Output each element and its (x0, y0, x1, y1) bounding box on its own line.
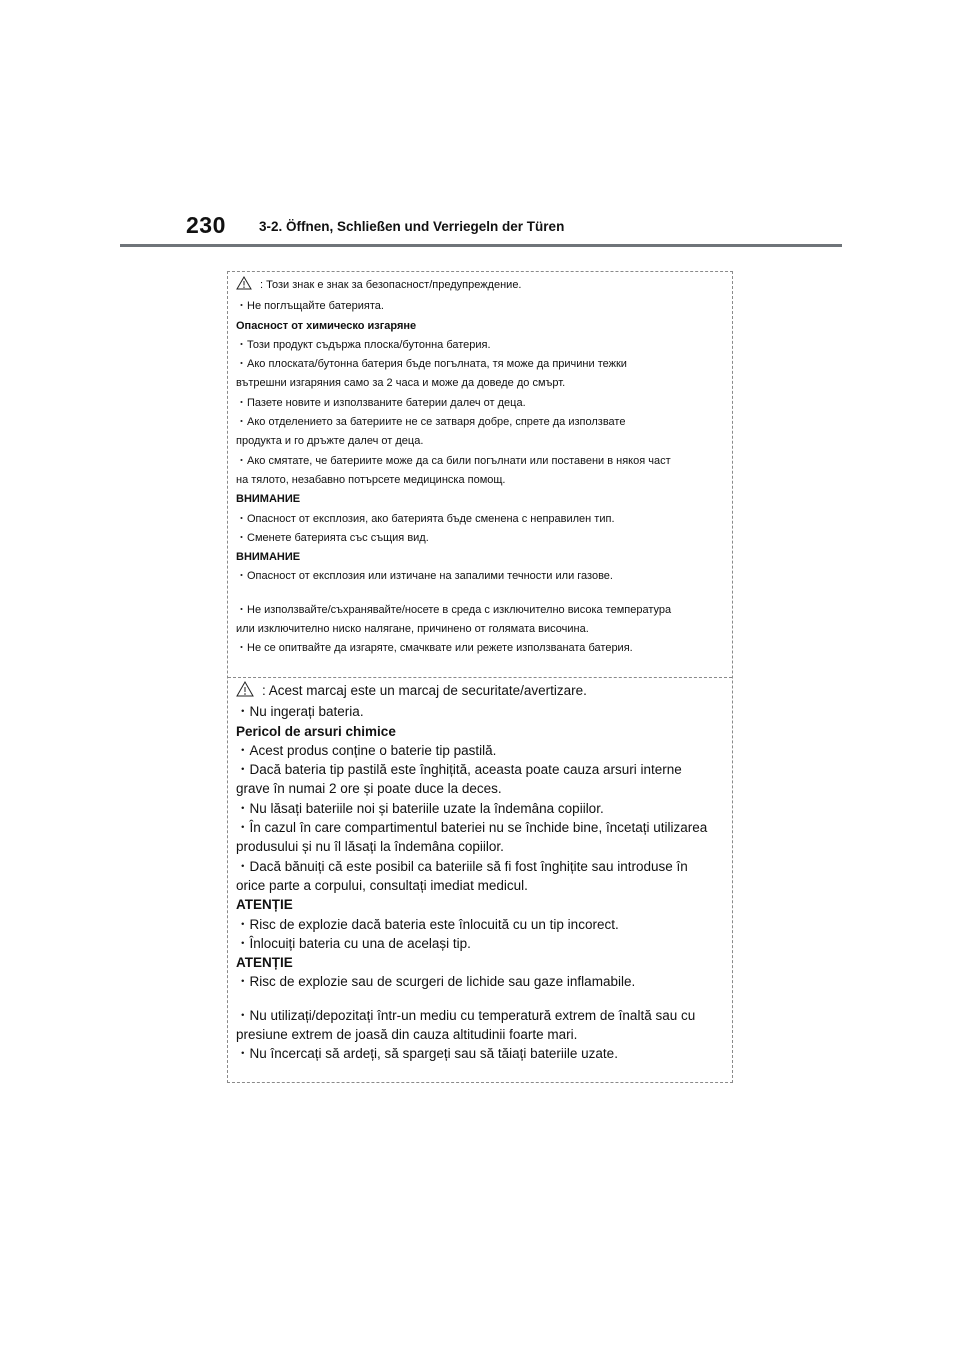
romanian-heading: Pericol de arsuri chimice (236, 723, 396, 739)
header-rule (120, 244, 842, 247)
romanian-line: ・Dacă bănuiți că este posibil ca bateriile să fi fost înghițite sau introduse în (236, 858, 688, 874)
bulgarian-line: продукта и го дръжте далеч от деца. (236, 435, 424, 448)
bulgarian-line: ・Този продукт съдържа плоска/бутонна батерия. (236, 338, 491, 351)
warning-triangle-icon (236, 276, 252, 297)
romanian-line: ・Acest produs conține o baterie tip pastilă. (236, 742, 497, 758)
bulgarian-symbol-text: : Този знак е знак за безопасност/предупреждение. (260, 279, 522, 291)
bulgarian-line: ・Ако отделението за батериите не се затваря добре, спрете да използвате (236, 416, 626, 429)
romanian-line: ・Nu utilizați/depozitați într-un mediu cu temperatură extrem de înaltă sau cu (236, 1007, 696, 1023)
warning-triangle-icon (236, 681, 254, 702)
bulgarian-line: ・Ако плоската/бутонна батерия бъде погълната, тя може да причини тежки (236, 358, 627, 371)
bulgarian-heading: ВНИМАНИЕ (236, 551, 301, 564)
romanian-line: ・Nu ingerați bateria. (236, 704, 364, 720)
romanian-line: ・Înlocuiți bateria cu una de același tip. (236, 935, 471, 951)
romanian-line: produsului și nu îl lăsați la îndemâna copiilor. (236, 839, 504, 855)
romanian-warning-block (236, 681, 724, 1064)
romanian-line: ・În cazul în care compartimentul bateriei nu se închide bine, încetați utilizarea (236, 820, 708, 836)
battery-warning-box (227, 271, 733, 1083)
bulgarian-line: на тялото, незабавно потърсете медицинска помощ. (236, 473, 506, 486)
romanian-line: ・Risc de explozie dacă bateria este înlocuită cu un tip incorect. (236, 916, 619, 932)
romanian-spacer (236, 992, 724, 1006)
bulgarian-spacer (236, 587, 724, 601)
romanian-heading: ATENȚIE (236, 955, 293, 971)
bulgarian-line: или изключително ниско налягане, причинено от голямата височина. (236, 623, 589, 636)
page-number: 230 (186, 212, 226, 238)
bulgarian-line: ・Ако смятате, че батериите може да са били погълнати или поставени в някоя част (236, 454, 671, 467)
bulgarian-line: вътрешни изгаряния само за 2 часа и може да доведе до смърт. (236, 377, 566, 390)
romanian-heading: ATENȚIE (236, 897, 293, 913)
bulgarian-symbol-line (236, 276, 724, 297)
romanian-line: ・Nu lăsați bateriile noi și bateriile uzate la îndemâna copiilor. (236, 800, 604, 816)
bulgarian-warning-block (236, 276, 724, 659)
bulgarian-line: ・Опасност от експлозия или изтичане на запалими течности или газове. (236, 570, 613, 583)
romanian-line: orice parte a corpului, consultați imediat medicul. (236, 877, 528, 893)
romanian-symbol-line (236, 681, 724, 702)
bulgarian-line: ・Не се опитвайте да изгаряте, смачквате или режете използваната батерия. (236, 642, 633, 655)
language-divider (228, 677, 732, 678)
bulgarian-line: ・Сменете батерията със същия вид. (236, 531, 429, 544)
romanian-line: presiune extrem de joasă din cauza altitudinii foarte mari. (236, 1027, 578, 1043)
bulgarian-heading: ВНИМАНИЕ (236, 493, 301, 506)
romanian-line: ・Risc de explozie sau de scurgeri de lichide sau gaze inflamabile. (236, 974, 636, 990)
romanian-line: ・Nu încercați să ardeți, să spargeți sau să tăiați bateriile uzate. (236, 1046, 618, 1062)
romanian-line: ・Dacă bateria tip pastilă este înghițită, aceasta poate cauza arsuri interne (236, 762, 682, 778)
romanian-line: grave în numai 2 ore și poate duce la deces. (236, 781, 502, 797)
romanian-symbol-text: : Acest marcaj este un marcaj de securitate/avertizare. (262, 683, 587, 698)
bulgarian-line: ・Пазете новите и използваните батерии далеч от деца. (236, 396, 526, 409)
bulgarian-heading: Опасност от химическо изгаряне (236, 319, 417, 332)
bulgarian-line: ・Не поглъщайте батерията. (236, 300, 384, 313)
bulgarian-line: ・Не използвайте/съхранявайте/носете в среда с изключително висока температура (236, 603, 672, 616)
bulgarian-line: ・Опасност от експлозия, ако батерията бъде сменена с неправилен тип. (236, 512, 615, 525)
section-title: 3-2. Öffnen, Schließen und Verriegeln der Türen (259, 219, 565, 234)
